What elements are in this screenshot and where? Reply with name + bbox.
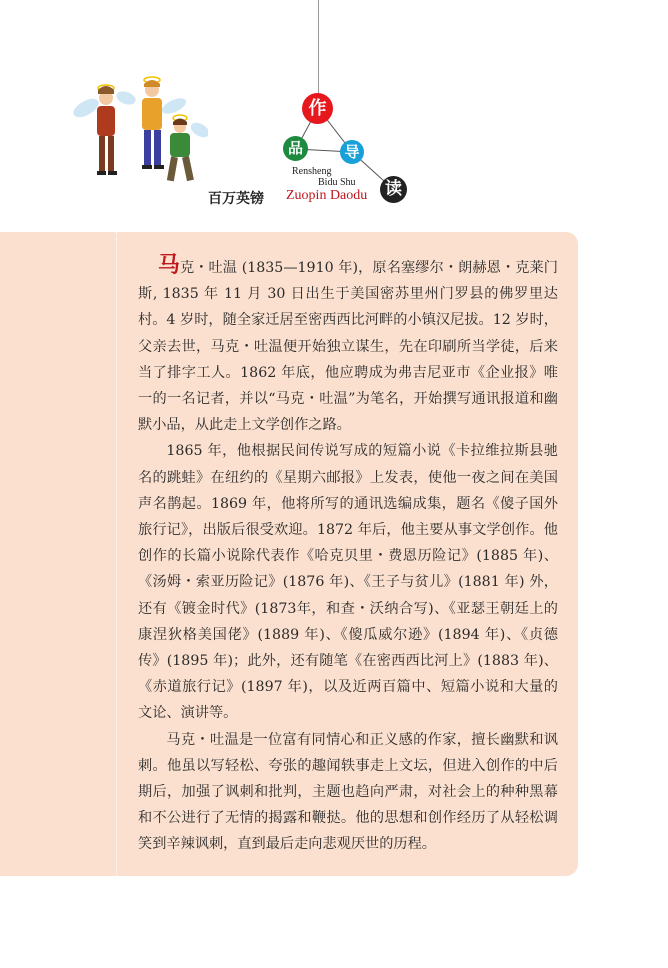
pinyin-bidu: Bidu Shu [318, 177, 356, 188]
circle-du: 读 [380, 176, 407, 203]
circle-zuo: 作 [302, 93, 333, 124]
paragraph-3: 马克・吐温是一位富有同情心和正义感的作家，擅长幽默和讽刺。他虽以写轻松、夸张的趣闻轶事走上文坛，但进入创作的中后期后，加强了讽刺和批判，主题也趋向严肃，对社会上的种种黑幕和不公进行了无情的揭露和鞭挞。他的思想和创作经历了从轻松调笑到辛辣讽刺，直到最后走向悲观厌世的历程。 [138, 731, 558, 853]
circle-pin: 品 [283, 136, 308, 161]
paragraph-1-text: 克・吐温 (1835—1910 年)，原名塞缪尔・朗赫恩・克莱门斯, 1835 年 11 月 30 日出生于美国密苏里州门罗县的佛罗里达村。4 岁时，随全家迁居至密西西比河畔的小镇汉尼拔。12 岁时，父亲去世，马克・吐温便开始独立谋生，先在印刷所当学徒，后来当了排字工人。1862 年底，他应聘成为弗吉尼亚市《企业报》唯一的一名记者，并以“马克・吐温”为笔名，开始撰写通讯报道和幽默小品，从此走上文学创作之路。 [138, 260, 558, 434]
pinyin-zuopin: Zuopin Daodu [286, 188, 368, 203]
panel-divider [116, 232, 117, 876]
article-body [138, 252, 558, 858]
series-name: 百万英镑 [208, 191, 264, 207]
circle-dao: 导 [340, 140, 364, 164]
dropcap: 马 [157, 252, 180, 278]
paragraph-2: 1865 年，他根据民间传说写成的短篇小说《卡拉维拉斯县驰名的跳蛙》在纽约的《星期六邮报》上发表，使他一夜之间在美国声名鹊起。1869 年，他将所写的通讯选编成集，题名《傻子国外旅行记》，出版后很受欢迎。1872 年后，他主要从事文学创作。他创作的长篇小说除代表作《哈克贝里・费恩历险记》(1885 年)、《汤姆・索亚历险记》(1876 年)、《王子与贫儿》(1881 年) 外，还有《镀金时代》(1873年，和查・沃纳合写)、《亚瑟王朝廷上的康涅狄格美国佬》(1889 年)、《傻瓜威尔逊》(1894 年)、《贞德传》(1895 年)；此外，还有随笔《在密西西比河上》(1883 年)、《赤道旅行记》(1897 年)，以及近两百篇中、短篇小说和大量的文论、演讲等。 [138, 443, 558, 722]
pinyin-rensheng: Rensheng [292, 166, 332, 177]
paragraph-1 [138, 252, 558, 438]
circle-connectors [0, 0, 668, 240]
